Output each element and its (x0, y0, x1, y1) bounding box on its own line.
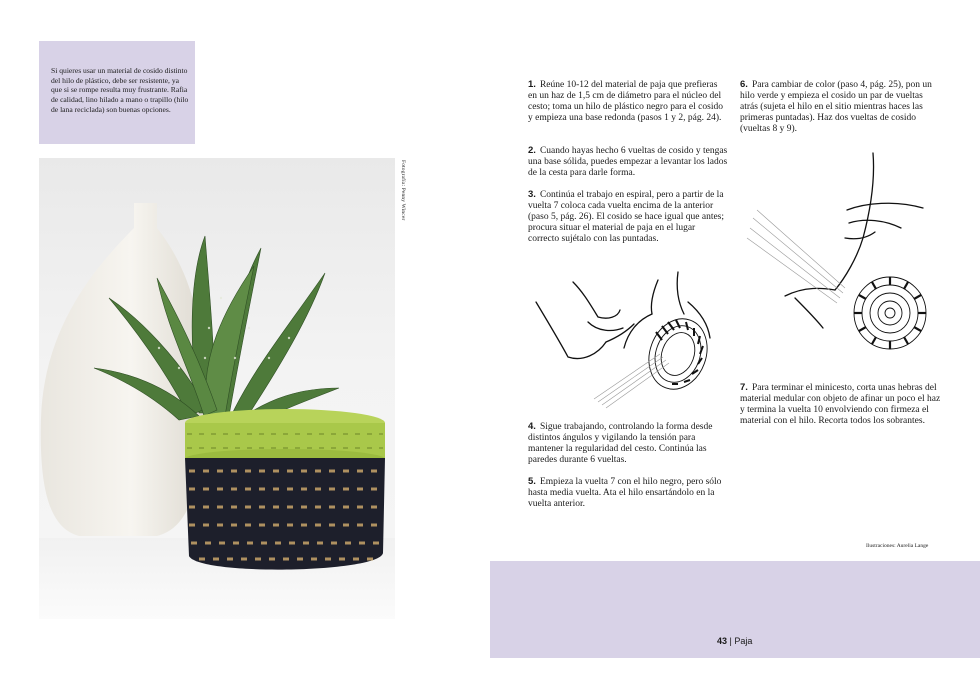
folio-separator: | (727, 636, 735, 646)
step-4-text: Sigue trabajando, controlando la forma desde distintos ángulos y vigilando la tensión para mantener la regularidad del cesto. Continúa las paredes durante 6 vueltas. (528, 422, 713, 465)
illustration-credit: Ilustraciones: Aurelia Lange (866, 543, 929, 549)
step-7 (740, 382, 945, 427)
tip-box (39, 41, 195, 144)
step-6 (740, 79, 940, 135)
step-4 (528, 421, 731, 466)
step-5-text: Empieza la vuelta 7 con el hilo negro, pero sólo hasta media vuelta. Ata el hilo ensartándolo en la vuelta anterior. (528, 477, 722, 509)
basket-photo (39, 158, 395, 619)
step-3-text: Continúa el trabajo en espiral, pero a partir de la vuelta 7 coloca cada vuelta encima de la anterior (paso 5, pág. 26). El cosido se hace igual que antes; procura situar el material de paja en el lugar correcto sujétalo con las puntadas. (528, 190, 725, 244)
step-2 (528, 145, 728, 179)
page-number: 43 (717, 636, 728, 646)
step-2-text: Cuando hayas hecho 6 vueltas de cosido y tengas una base sólida, puedes empezar a levantar los lados de la cesta para darle forma. (528, 146, 728, 178)
step-3 (528, 189, 728, 245)
step-5-number: 5. (528, 476, 536, 487)
step-3-number: 3. (528, 189, 536, 200)
illustration-step-6 (745, 148, 945, 364)
hands-basket-illustration (528, 262, 740, 412)
step-6-number: 6. (740, 79, 748, 90)
step-4-number: 4. (528, 421, 536, 432)
step-7-number: 7. (740, 382, 748, 393)
step-1 (528, 79, 726, 124)
illustration-steps-3-4 (528, 262, 740, 412)
step-5 (528, 476, 726, 510)
step-6-text: Para cambiar de color (paso 4, pág. 25), pon un hilo verde y empieza el cosido un par de vueltas atrás (sujeta el hilo en el sitio mientras haces las primeras puntadas). Haz dos vueltas de cosido (vueltas 8 y 9). (740, 80, 932, 134)
basket-plant-image (39, 158, 395, 619)
photo-credit (398, 160, 408, 240)
photo-credit-text: Fotografía: Penny Wincer (400, 160, 406, 221)
page-folio (717, 636, 752, 646)
step-7-text: Para terminar el minicesto, corta unas hebras del material medular con objeto de afinar un poco el haz y termina la vuelta 10 envolviendo con firmeza el material con el hilo. Recorta todos los sobrantes. (740, 383, 941, 426)
tip-text: Si quieres usar un material de cosido distinto del hilo de plástico, debe ser resistente, ya que si se rompe resulta muy frustrante. Rafia de calidad, lino hilado a mano o trapillo (hilo de lana reciclada) son buenas opciones. (51, 66, 189, 114)
step-1-text: Reúne 10-12 del material de paja que prefieras en un haz de 1,5 cm de diámetro para el núcleo del cesto; toma un hilo de plástico negro para el cosido y empieza una base redonda (pasos 1 y 2, pág. 24). (528, 80, 723, 123)
step-2-number: 2. (528, 145, 536, 156)
coil-base-illustration (745, 148, 945, 364)
step-1-number: 1. (528, 79, 536, 90)
section-name: Paja (734, 636, 753, 646)
